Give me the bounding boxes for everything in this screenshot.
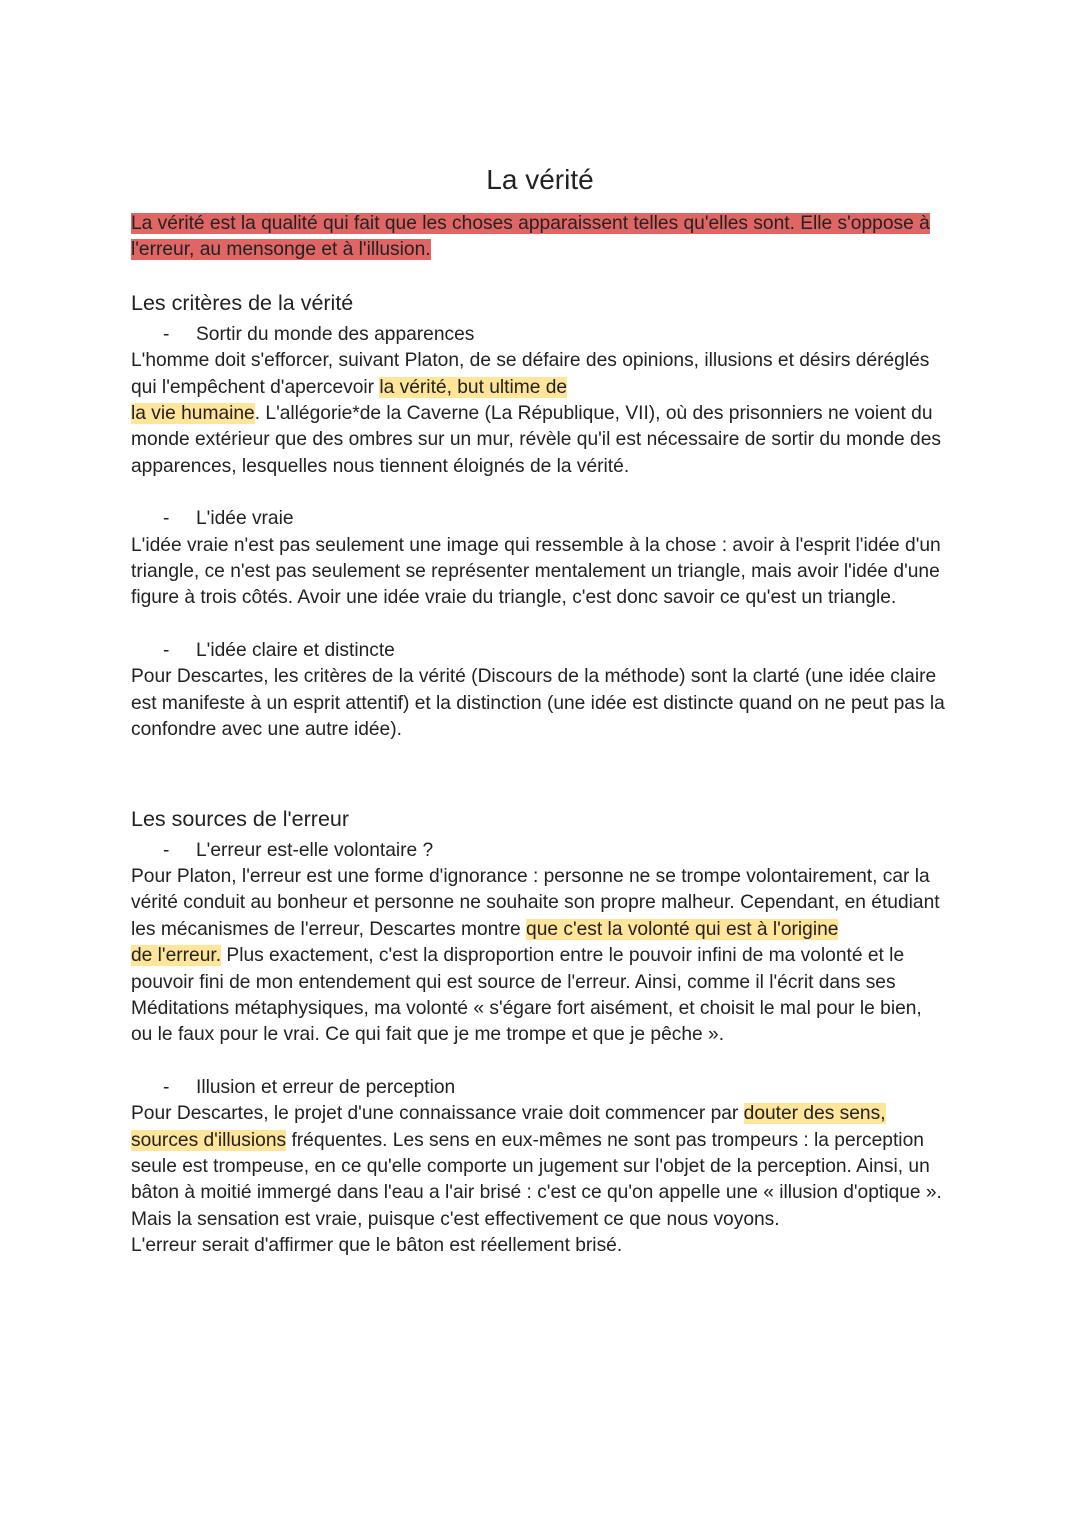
document-body [131, 211, 946, 1260]
subsection-heading [131, 838, 946, 864]
subsection-title: L'erreur est-elle volontaire ? [196, 839, 434, 861]
subsection-title: Illusion et erreur de perception [196, 1076, 456, 1098]
highlight-text: sources d'illusions [131, 1129, 287, 1151]
paragraph-idee-vraie: L'idée vraie n'est pas seulement une image qui ressemble à la chose : avoir à l'esprit l'idée d'un triangle, ce n'est pas seulement se représenter mentalement un triangle, mais avoir l'idée d'une figure à trois côtés. Avoir une idée vraie du triangle, c'est donc savoir ce qu'est un triangle. [131, 534, 941, 609]
subsection-title: L'idée claire et distincte [196, 639, 395, 661]
subsection-title: L'idée vraie [196, 508, 294, 530]
intro-paragraph [131, 211, 946, 264]
intro-highlight: La vérité est la qualité qui fait que les choses apparaissent telles qu'elles sont. Elle s'oppose à l'erreur, au mensonge et à l'illusion. [131, 213, 930, 261]
dash-bullet: - [163, 1076, 170, 1098]
dash-bullet: - [163, 839, 170, 861]
subsection-heading [131, 506, 946, 532]
highlight-text: que c'est la volonté qui est à l'origine [526, 918, 839, 940]
highlight-text: douter des sens, [743, 1103, 886, 1125]
subsection-heading [131, 322, 946, 348]
section-title-erreur: Les sources de l'erreur [131, 806, 350, 831]
section-title-criteres: Les critères de la vérité [131, 290, 354, 315]
last-line: L'erreur serait d'affirmer que le bâton est réellement brisé. [131, 1235, 623, 1257]
highlight-text: de l'erreur. [131, 945, 222, 967]
dash-bullet: - [163, 639, 170, 661]
highlight-text: la vie humaine [131, 403, 255, 425]
dash-bullet: - [163, 508, 170, 530]
subsection-heading [131, 1075, 946, 1101]
subsection-heading [131, 638, 946, 664]
subsection-title: Sortir du monde des apparences [196, 323, 475, 345]
paragraph-apparences: L'homme doit s'efforcer, suivant Platon, de se défaire des opinions, illusions et désirs déréglés qui l'empêchent d'apercevoir la vérité, but ultime de la vie humaine. L'allégorie*de la Caverne (La République, VII), où des prisonniers ne voient du monde extérieur que des ombres sur un mur, révèle qu'il est nécessaire de sortir du monde des apparences, lesquelles nous tiennent éloignés de la vérité. [131, 350, 941, 477]
paragraph-perception: Pour Descartes, le projet d'une connaissance vraie doit commencer par douter des sens, sources d'illusions fréquentes. Les sens en eux-mêmes ne sont pas trompeurs : la perception seule est trompeuse, en ce qu'elle comporte un jugement sur l'objet de la perception. Ainsi, un bâton à moitié immergé dans l'eau a l'air brisé : c'est ce qu'on appelle une « illusion d'optique ». Mais la sensation est vraie, puisque c'est effectivement ce que nous voyons. L'erreur serait d'affirmer que le bâton est réellement brisé. [131, 1103, 942, 1257]
dash-bullet: - [163, 323, 170, 345]
page-title: La vérité [486, 164, 594, 195]
highlight-text: la vérité, but ultime de [379, 376, 568, 398]
paragraph-erreur-volontaire: Pour Platon, l'erreur est une forme d'ignorance : personne ne se trompe volontairement, car la vérité conduit au bonheur et personne ne souhaite son propre malheur. Cependant, en étudiant les mécanismes de l'erreur, Descartes montre que c'est la volonté qui est à l'origine de l'erreur. Plus exactement, c'est la disproportion entre le pouvoir infini de ma volonté et le pouvoir fini de mon entendement qui est source de l'erreur. Ainsi, comme il l'écrit dans ses Méditations métaphysiques, ma volonté « s'égare fort aisément, et choisit le mal pour le bien, ou le faux pour le vrai. Ce qui fait que je me trompe et que je pêche ». [131, 865, 940, 1046]
paragraph-idee-claire: Pour Descartes, les critères de la vérité (Discours de la méthode) sont la clarté (une idée claire est manifeste à un esprit attentif) et la distinction (une idée est distincte quand on ne peut pas la confondre avec une autre idée). [131, 666, 945, 741]
